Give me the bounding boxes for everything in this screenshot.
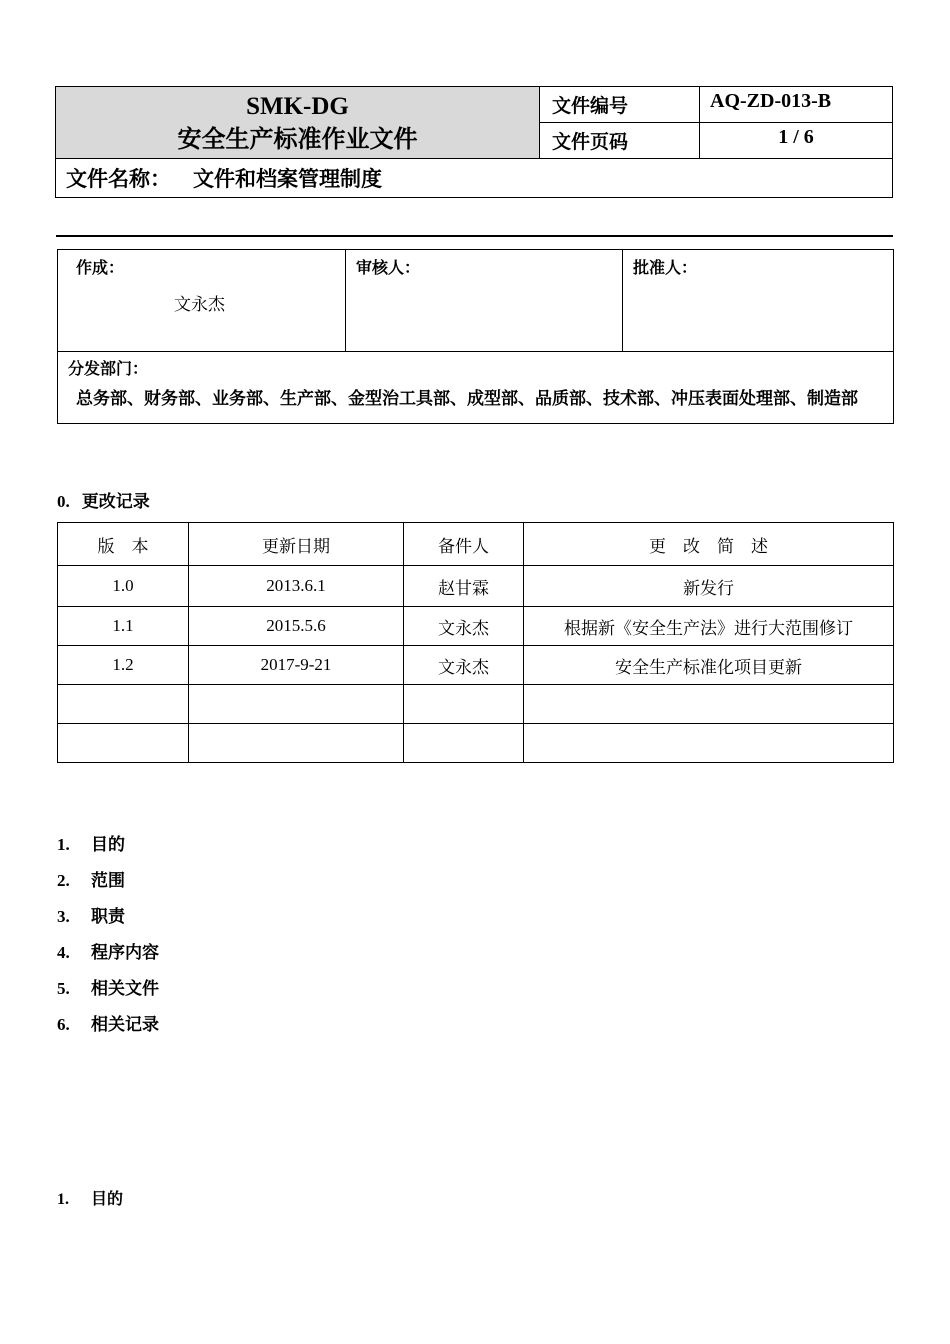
column-header: 版 本 — [58, 523, 189, 566]
table-row — [58, 646, 894, 685]
doc-number: AQ-ZD-013-B — [700, 87, 893, 123]
table-of-contents — [57, 831, 159, 1047]
version-cell: 1.2 — [58, 646, 189, 685]
person-cell: 文永杰 — [404, 646, 524, 685]
approver-cell — [623, 250, 894, 352]
person-cell: 赵甘霖 — [404, 566, 524, 607]
document-title: 文件和档案管理制度 — [193, 166, 382, 191]
page-label: 文件页码 — [540, 123, 700, 159]
body-section-number: 1. — [57, 1191, 69, 1208]
toc-item: 1. 目的 — [57, 835, 125, 855]
table-row — [58, 685, 894, 724]
page-number: 1 / 6 — [700, 123, 893, 159]
table-header-row — [58, 523, 894, 566]
change-record-heading — [57, 487, 150, 512]
column-header: 更新日期 — [189, 523, 404, 566]
distribution-list: 总务部、财务部、业务部、生产部、金型治工具部、成型部、品质部、技术部、冲压表面处理部、制造部 — [76, 389, 858, 409]
distribution-label: 分发部门： — [68, 359, 149, 378]
summary-cell: 根据新《安全生产法》进行大范围修订 — [524, 607, 894, 646]
author-label: 作成： — [76, 258, 125, 277]
toc-item: 5. 相关文件 — [57, 979, 159, 999]
horizontal-divider — [56, 235, 893, 237]
reviewer-label: 审核人： — [356, 258, 421, 277]
summary-cell: 新发行 — [524, 566, 894, 607]
section-number: 0. — [57, 492, 70, 511]
company-block — [56, 87, 540, 159]
person-cell: 文永杰 — [404, 607, 524, 646]
approval-table — [57, 249, 894, 424]
version-cell — [58, 724, 189, 763]
document-title-row — [56, 159, 893, 198]
table-row — [58, 607, 894, 646]
version-cell — [58, 685, 189, 724]
date-cell: 2017-9-21 — [189, 646, 404, 685]
toc-item: 2. 范围 — [57, 871, 125, 891]
company-code: SMK-DG — [246, 92, 349, 120]
column-header: 更 改 简 述 — [524, 523, 894, 566]
section-title: 更改记录 — [81, 492, 150, 512]
date-cell: 2015.5.6 — [189, 607, 404, 646]
summary-cell: 安全生产标准化项目更新 — [524, 646, 894, 685]
document-header — [55, 86, 893, 198]
body-section-title: 目的 — [91, 1189, 124, 1208]
toc-item: 6. 相关记录 — [57, 1015, 159, 1035]
date-cell — [189, 685, 404, 724]
table-row — [58, 566, 894, 607]
author-name: 文永杰 — [174, 295, 225, 315]
date-cell — [189, 724, 404, 763]
body-section-heading — [57, 1186, 123, 1209]
reviewer-cell — [346, 250, 623, 352]
title-label: 文件名称： — [66, 166, 171, 191]
change-record-table — [57, 522, 894, 763]
document-type: 安全生产标准作业文件 — [177, 124, 418, 154]
summary-cell — [524, 724, 894, 763]
approver-label: 批准人： — [633, 258, 698, 277]
person-cell — [404, 685, 524, 724]
version-cell: 1.1 — [58, 607, 189, 646]
table-row — [58, 724, 894, 763]
date-cell: 2013.6.1 — [189, 566, 404, 607]
toc-item: 3. 职责 — [57, 907, 125, 927]
distribution-cell — [58, 352, 894, 424]
doc-number-label: 文件编号 — [540, 87, 700, 123]
column-header: 备件人 — [404, 523, 524, 566]
author-cell — [58, 250, 346, 352]
version-cell: 1.0 — [58, 566, 189, 607]
toc-item: 4. 程序内容 — [57, 943, 159, 963]
person-cell — [404, 724, 524, 763]
summary-cell — [524, 685, 894, 724]
